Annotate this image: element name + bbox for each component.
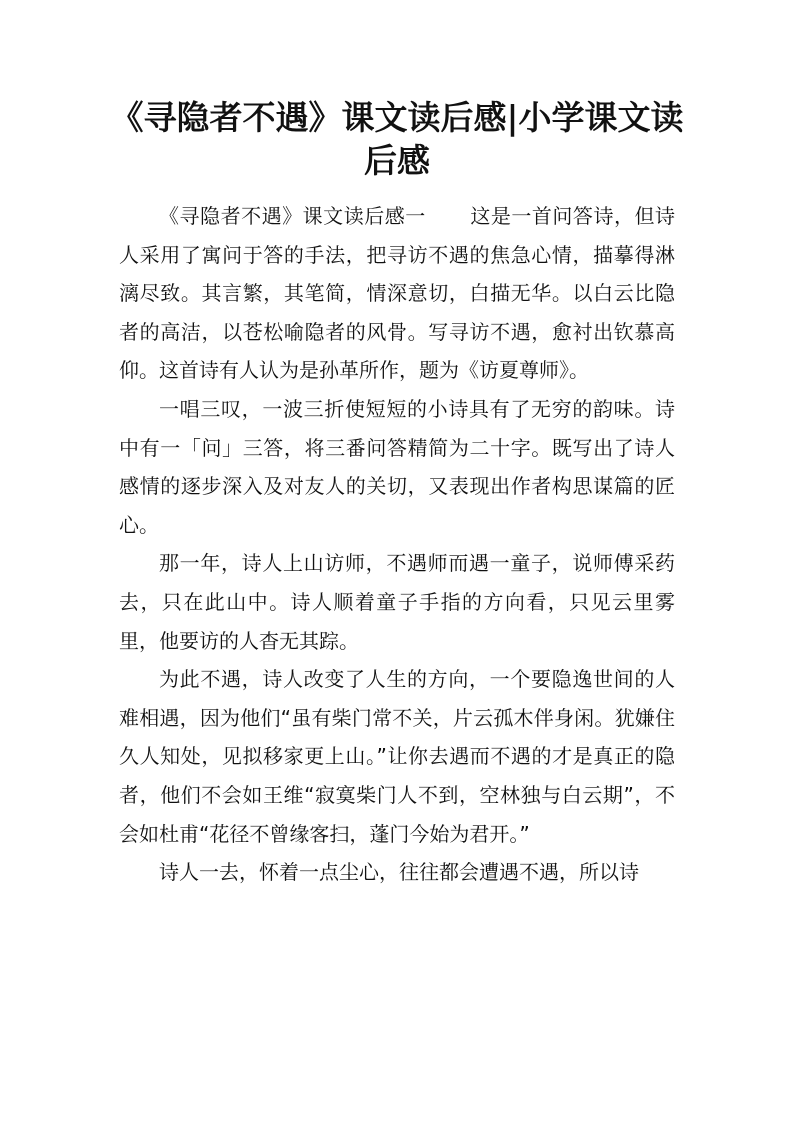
paragraph-3 — [119, 544, 675, 660]
paragraph-1-text: 这是一首问答诗，但诗人采用了寓问于答的手法，把寻访不遇的焦急心情，描摹得淋漓尽致。其言繁，其笔简，情深意切，白描无华。以白云比隐者的高洁，以苍松喻隐者的风骨。写寻访不遇，愈衬出钦慕高仰。这首诗有人认为是孙革所作，题为《访夏尊师》。 — [119, 204, 676, 383]
paragraph-4-text: 为此不遇，诗人改变了人生的方向，一个要隐逸世间的人难相遇，因为他们“虽有柴门常不关，片云孤木伴身闲。犹嫌住久人知处，见拟移家更上山。”让你去遇而不遇的才是真正的隐者，他们不会如王维“寂寞柴门人不到，空林独与白云期”，不会如杜甫“花径不曾缘客扫，蓬门今始为君开。” — [119, 667, 675, 846]
document-title: 《寻隐者不遇》课文读后感|小学课文读后感 — [110, 98, 684, 180]
paragraph-4 — [119, 660, 675, 853]
paragraph-5 — [119, 853, 675, 892]
paragraph-1 — [119, 197, 675, 390]
paragraph-2-text: 一唱三叹，一波三折使短短的小诗具有了无穷的韵味。诗中有一「问」三答，将三番问答精简为二十字。既写出了诗人感情的逐步深入及对友人的关切，又表现出作者构思谋篇的匠心。 — [119, 396, 675, 537]
paragraph-1-lead: 《寻隐者不遇》课文读后感一 — [159, 204, 426, 228]
paragraph-2 — [119, 390, 675, 544]
paragraph-5-text: 诗人一去，怀着一点尘心，往往都会遭遇不遇，所以诗 — [159, 860, 639, 885]
paragraph-3-text: 那一年，诗人上山访师，不遇师而遇一童子，说师傅采药去，只在此山中。诗人顺着童子手指的方向看，只见云里雾里，他要访的人杳无其踪。 — [119, 551, 675, 653]
document-body — [119, 197, 675, 892]
